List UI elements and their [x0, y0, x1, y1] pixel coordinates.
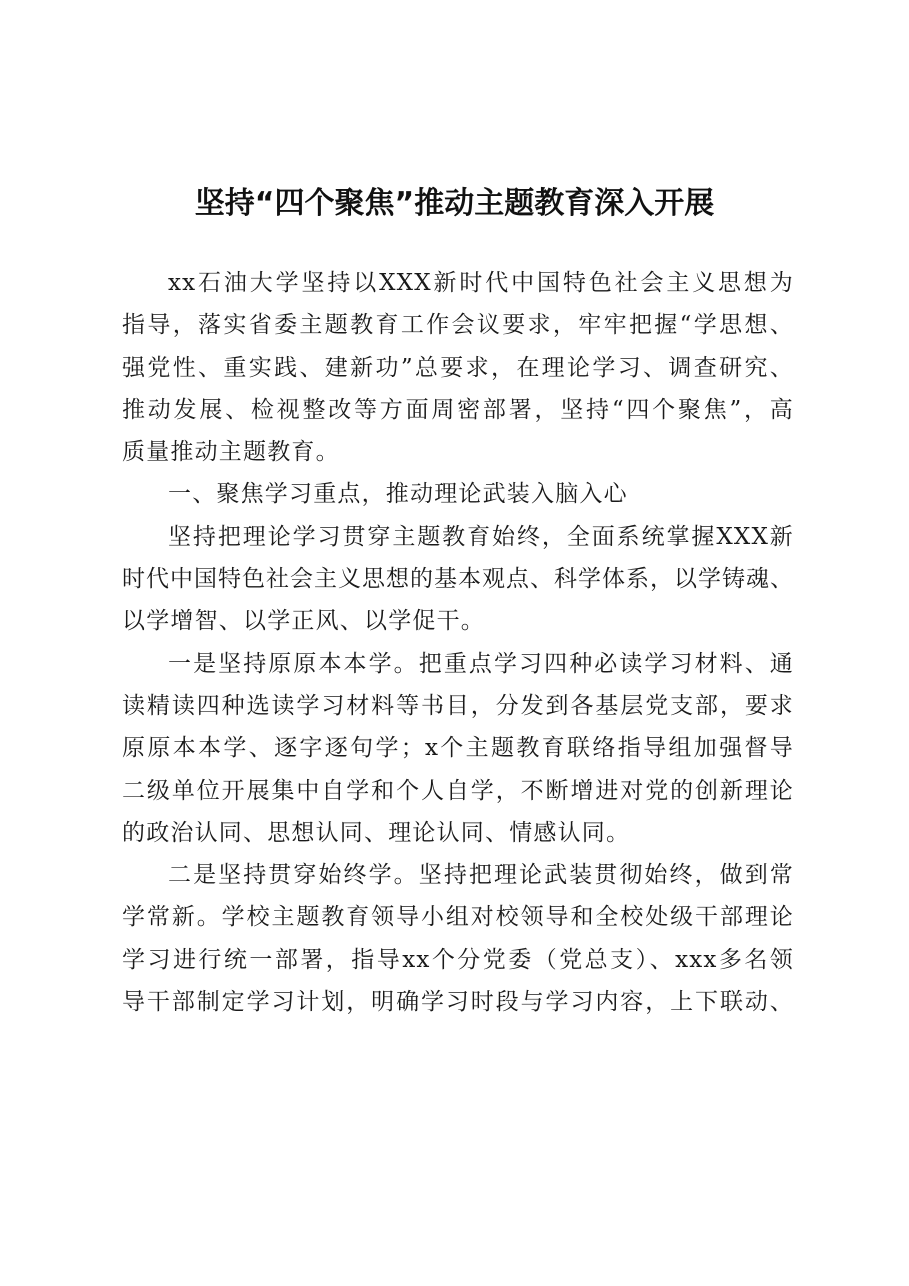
text-line: 原原本本学、逐字逐句学；x个主题教育联络指导组加强督导 [122, 735, 794, 762]
text-line: 指导，落实省委主题教育工作会议要求，牢牢把握“学思想、 [122, 312, 794, 339]
section-heading-1 [122, 473, 794, 515]
text-line: 坚持把理论学习贯穿主题教育始终，全面系统掌握XXX新 [168, 523, 794, 550]
text-line: 二是坚持贯穿始终学。坚持把理论武装贯彻始终，做到常 [168, 862, 794, 889]
text-line: 二级单位开展集中自学和个人自学，不断增进对党的创新理论 [122, 777, 794, 804]
text-line: 一是坚持原原本本学。把重点学习四种必读学习材料、通 [168, 650, 794, 677]
text-line: 时代中国特色社会主义思想的基本观点、科学体系，以学铸魂、 [122, 566, 794, 593]
text-line: 学常新。学校主题教育领导小组对校领导和全校处级干部理论 [122, 904, 794, 931]
text-line: 质量推动主题教育。 [122, 439, 340, 466]
text-line: 学习进行统一部署，指导xx个分党委（党总支）、xxx多名领 [122, 946, 794, 973]
text-line: 导干部制定学习计划，明确学习时段与学习内容，上下联动、 [122, 989, 794, 1016]
text-line: 的政治认同、思想认同、理论认同、情感认同。 [122, 819, 631, 846]
paragraph-section-1-intro [122, 516, 794, 643]
document-title: 坚持“四个聚焦”推动主题教育深入开展 [194, 186, 715, 221]
text-line: 推动发展、检视整改等方面周密部署，坚持“四个聚焦”，高 [122, 396, 794, 423]
text-line: xx石油大学坚持以XXX新时代中国特色社会主义思想为 [168, 270, 794, 296]
text-line: 强党性、重实践、建新功”总要求，在理论学习、调查研究、 [122, 354, 794, 381]
text-line: 读精读四种选读学习材料等书目，分发到各基层党支部，要求 [122, 692, 794, 719]
text-line: 一、聚焦学习重点，推动理论武装入脑入心 [168, 481, 628, 508]
document-body [122, 262, 794, 1023]
text-line: 以学增智、以学正风、以学促干。 [122, 608, 485, 635]
paragraph-intro [122, 262, 794, 473]
paragraph-point-1 [122, 643, 794, 854]
paragraph-point-2 [122, 854, 794, 1023]
